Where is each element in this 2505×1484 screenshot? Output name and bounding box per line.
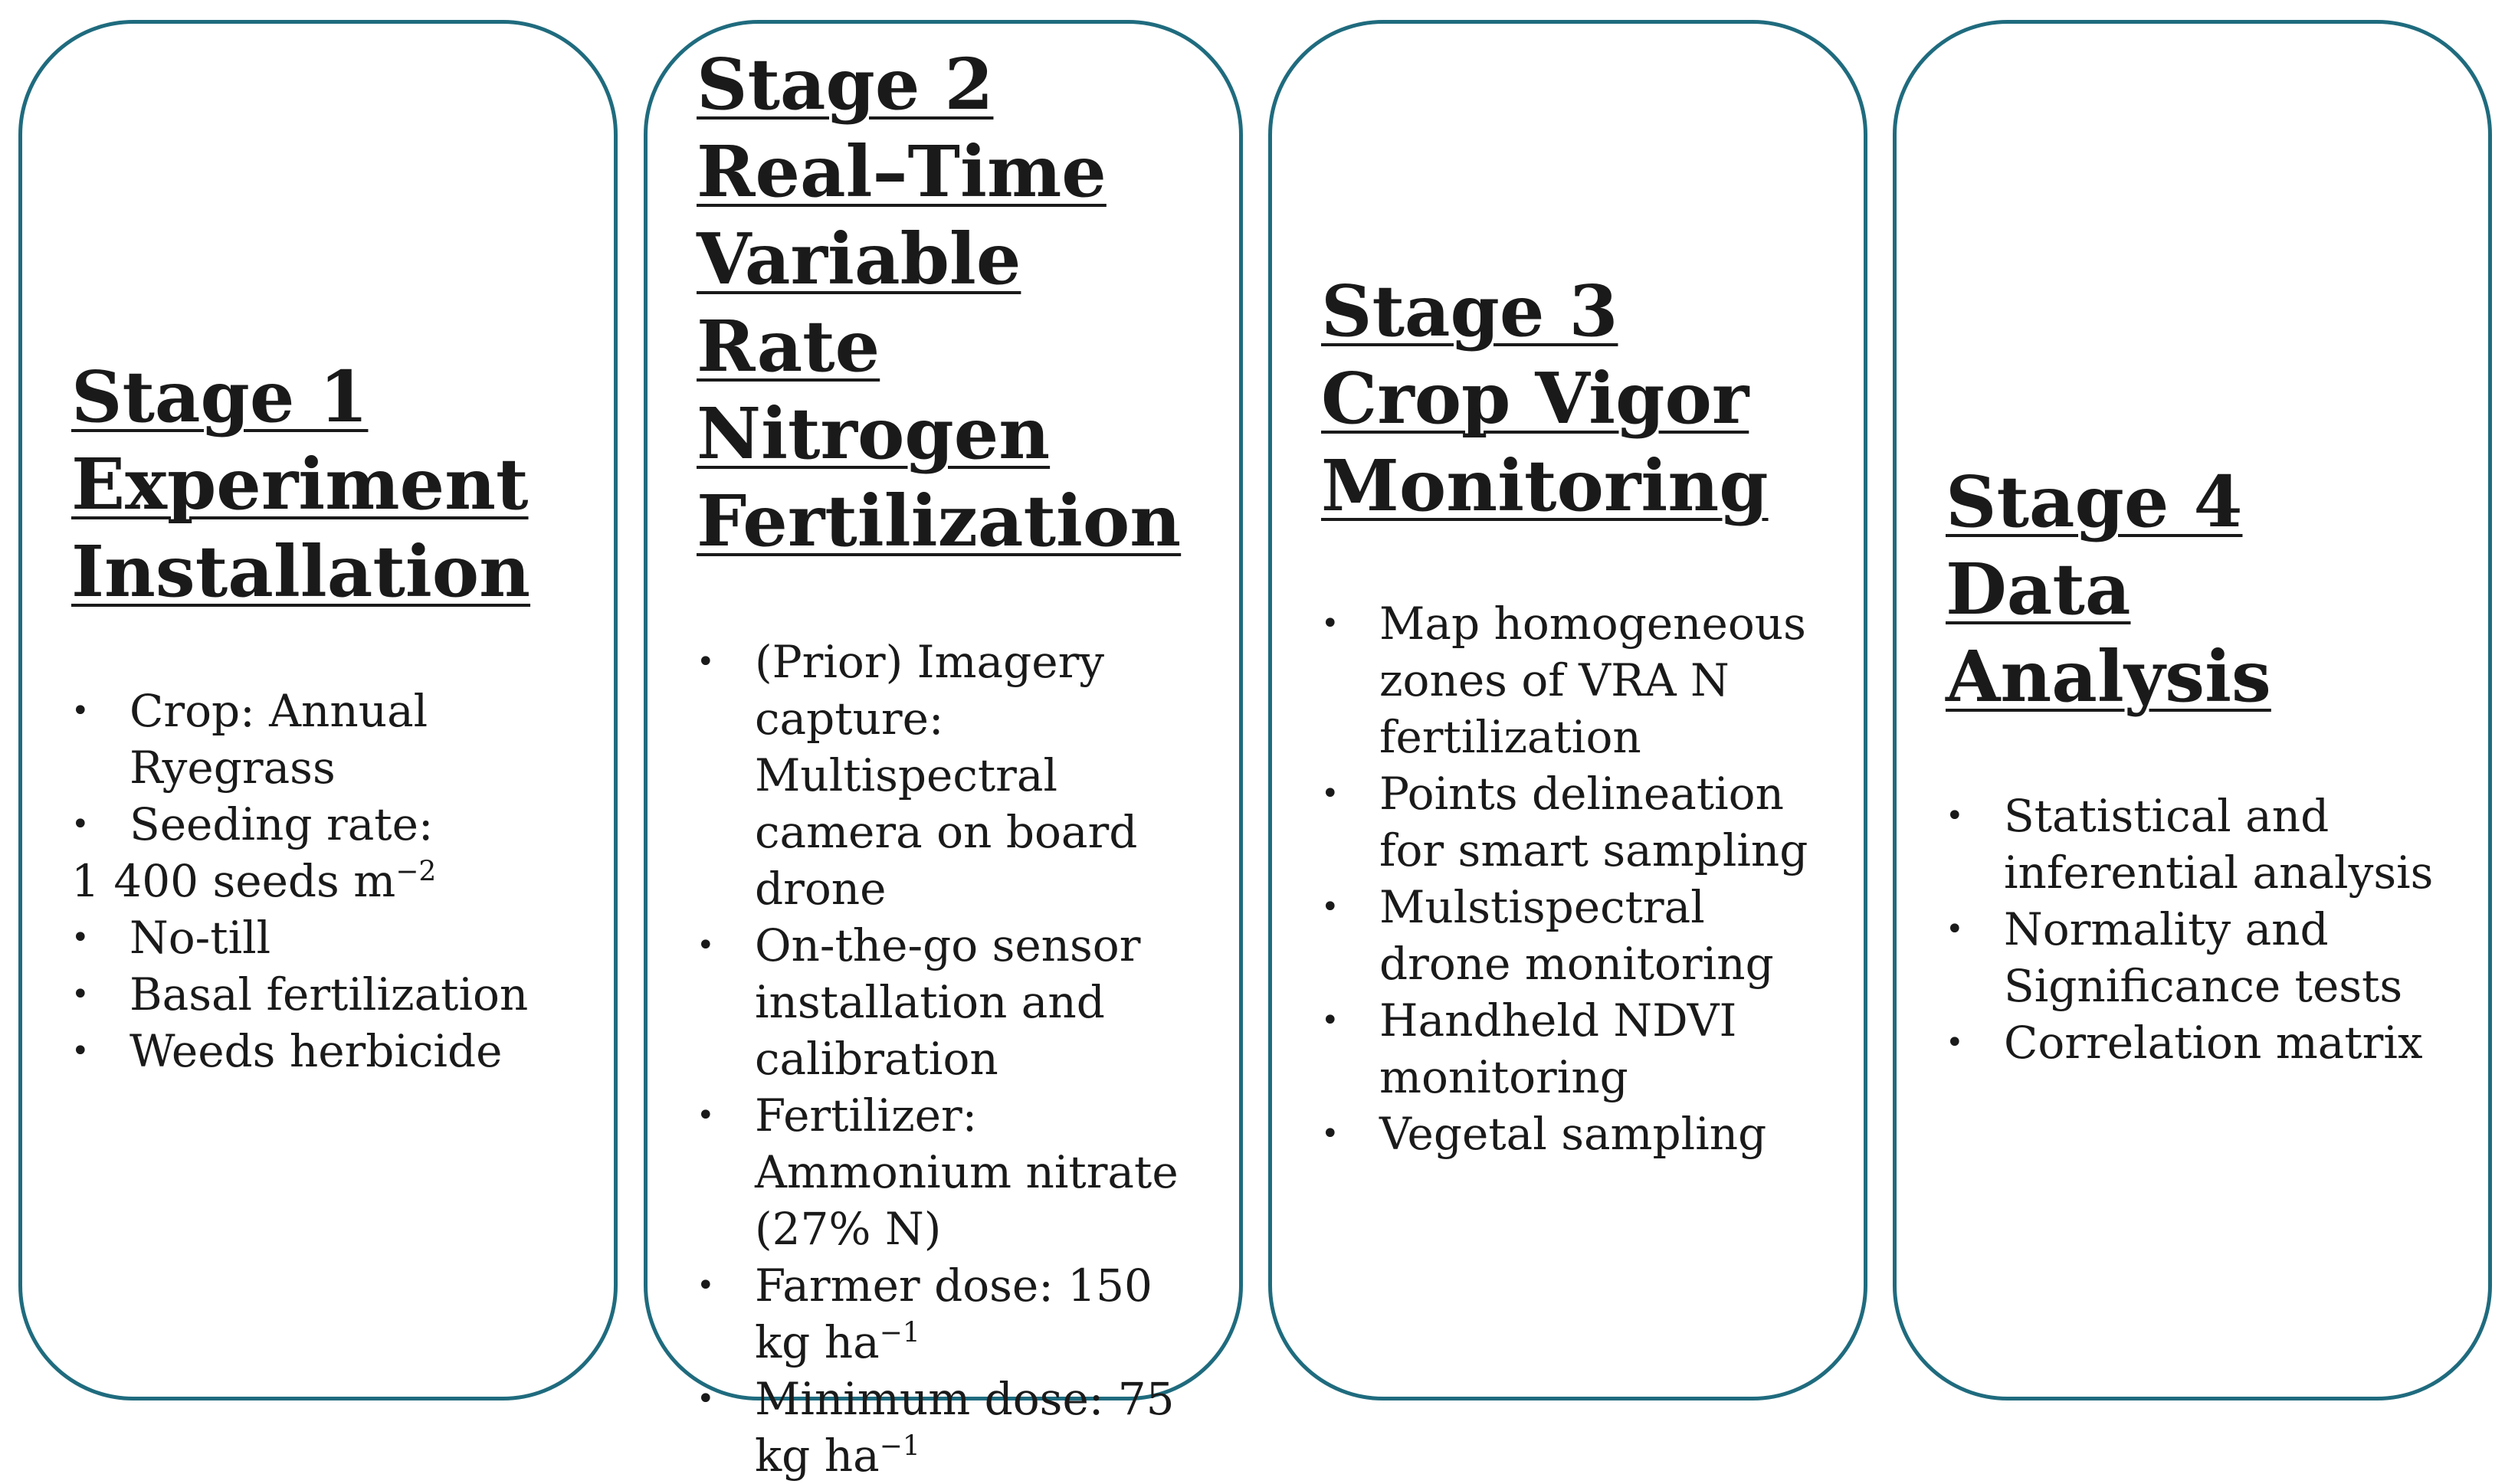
stage-3-box — [1268, 20, 1867, 1400]
stage-1-heading-line — [71, 441, 583, 528]
stage-4-heading-text: Data Analysis — [1946, 548, 2271, 718]
list-item-text: (Prior) Imagery capture: Multispectral camera on board drone — [755, 636, 1138, 915]
list-item-text: 1 400 seeds m — [71, 855, 396, 907]
stage-1-list — [71, 683, 583, 1079]
stage-3-heading-text: Stage 3 — [1321, 270, 1618, 352]
bullet-icon: • — [1321, 1003, 1339, 1038]
list-item-text: Handheld NDVI monitoring — [1379, 994, 1737, 1103]
stage-3-heading-text: Crop Vigor — [1321, 357, 1749, 440]
superscript: −2 — [395, 856, 437, 888]
stage-1-heading-text: Experiment — [71, 443, 529, 526]
stage-2-heading-text: Real–Time — [697, 130, 1107, 213]
stage-3-heading-line — [1321, 355, 1833, 442]
stage-1-box — [18, 20, 618, 1400]
list-item — [1946, 1014, 2457, 1071]
list-item — [71, 853, 583, 909]
bullet-icon: • — [697, 644, 715, 680]
stage-2-heading-line — [697, 477, 1208, 565]
bullet-icon: • — [1946, 798, 1964, 834]
stage-2-heading-line — [697, 128, 1208, 215]
superscript: −1 — [879, 1430, 920, 1463]
stage-2-list — [697, 634, 1208, 1484]
list-item-text: Farmer dose: 150 kg ha — [755, 1260, 1152, 1368]
list-item — [697, 917, 1208, 1087]
stage-4-heading-line — [1946, 458, 2457, 545]
stage-4-box — [1893, 20, 2492, 1400]
bullet-icon: • — [71, 920, 90, 955]
stage-4-list — [1946, 788, 2457, 1071]
list-item-text: Basal fertilization — [130, 968, 529, 1020]
list-item — [1321, 1106, 1833, 1162]
list-item-text: Seeding rate: — [130, 798, 434, 850]
stage-2-box — [644, 20, 1243, 1482]
list-item-text: Weeds herbicide — [130, 1025, 503, 1077]
list-item-text: No-till — [130, 912, 271, 964]
bullet-icon: • — [71, 693, 90, 729]
bullet-icon: • — [71, 1034, 90, 1069]
stage-2-heading-text: Fertilization — [697, 480, 1182, 562]
stage-3-content — [1272, 267, 1864, 1162]
list-item-text: Map homogeneous zones of VRA N fertilization — [1379, 598, 1806, 763]
stage-2-heading-line — [697, 390, 1208, 477]
bullet-icon: • — [71, 807, 90, 842]
stage-1-heading-line — [71, 528, 583, 615]
stage-2-heading-text: Stage 2 — [697, 43, 994, 126]
stage-4-heading-line — [1946, 545, 2457, 720]
bullet-icon: • — [1321, 776, 1339, 811]
superscript: −1 — [879, 1317, 920, 1349]
list-item — [697, 1087, 1208, 1257]
stage-2-heading — [697, 41, 1208, 565]
stage-1-heading-text: Stage 1 — [71, 355, 369, 438]
list-item-text: Correlation matrix — [2004, 1017, 2423, 1069]
stage-1-heading — [71, 353, 583, 615]
stage-3-heading-line — [1321, 442, 1833, 529]
stage-3-heading — [1321, 267, 1833, 529]
list-item-text: Minimum dose: 75 kg ha — [755, 1373, 1175, 1482]
bullet-icon: • — [1321, 606, 1339, 641]
list-item — [697, 634, 1208, 917]
stage-3-list — [1321, 595, 1833, 1162]
stage-2-heading-text: Nitrogen — [697, 392, 1051, 475]
bullet-icon: • — [71, 977, 90, 1012]
list-item — [697, 1257, 1208, 1371]
bullet-icon: • — [697, 1268, 715, 1303]
list-item — [1321, 992, 1833, 1106]
list-item — [71, 909, 583, 966]
stage-2-content — [648, 41, 1239, 1484]
list-item-text: Statistical and inferential analysis — [2004, 790, 2434, 899]
list-item — [71, 966, 583, 1023]
list-item — [71, 796, 583, 853]
list-item — [1321, 595, 1833, 765]
list-item-text: Mulstispectral drone monitoring — [1379, 881, 1774, 990]
stage-3-heading-line — [1321, 267, 1833, 355]
bullet-icon: • — [697, 1381, 715, 1417]
list-item — [71, 683, 583, 796]
list-item — [1321, 879, 1833, 992]
list-item-text: Normality and Significance tests — [2004, 903, 2403, 1012]
stage-4-content — [1897, 458, 2488, 1071]
stage-2-heading-line — [697, 215, 1208, 390]
bullet-icon: • — [697, 1098, 715, 1133]
stage-3-heading-text: Monitoring — [1321, 444, 1769, 527]
list-item-text: Crop: Annual Ryegrass — [130, 685, 428, 794]
stage-2-heading-line — [697, 41, 1208, 128]
stage-2-heading-text: Variable Rate — [697, 218, 1021, 388]
list-item-text: Vegetal sampling — [1379, 1108, 1767, 1160]
list-item — [1946, 788, 2457, 901]
list-item — [1321, 765, 1833, 879]
list-item-text: On-the-go sensor installation and calibration — [755, 919, 1141, 1085]
bullet-icon: • — [697, 928, 715, 963]
bullet-icon: • — [1321, 1116, 1339, 1151]
list-item — [71, 1023, 583, 1079]
stage-4-heading-text: Stage 4 — [1946, 460, 2243, 543]
bullet-icon: • — [1946, 1025, 1964, 1060]
stage-1-heading-text: Installation — [71, 530, 531, 613]
bullet-icon: • — [1946, 912, 1964, 947]
list-item — [697, 1371, 1208, 1484]
stage-1-heading-line — [71, 353, 583, 441]
bullet-icon: • — [1321, 889, 1339, 925]
stage-4-heading — [1946, 458, 2457, 720]
list-item — [1946, 901, 2457, 1014]
list-item-text: Fertilizer: Ammonium nitrate (27% N) — [755, 1089, 1179, 1255]
list-item-text: Points delineation for smart sampling — [1379, 768, 1808, 876]
stage-1-content — [22, 353, 614, 1079]
